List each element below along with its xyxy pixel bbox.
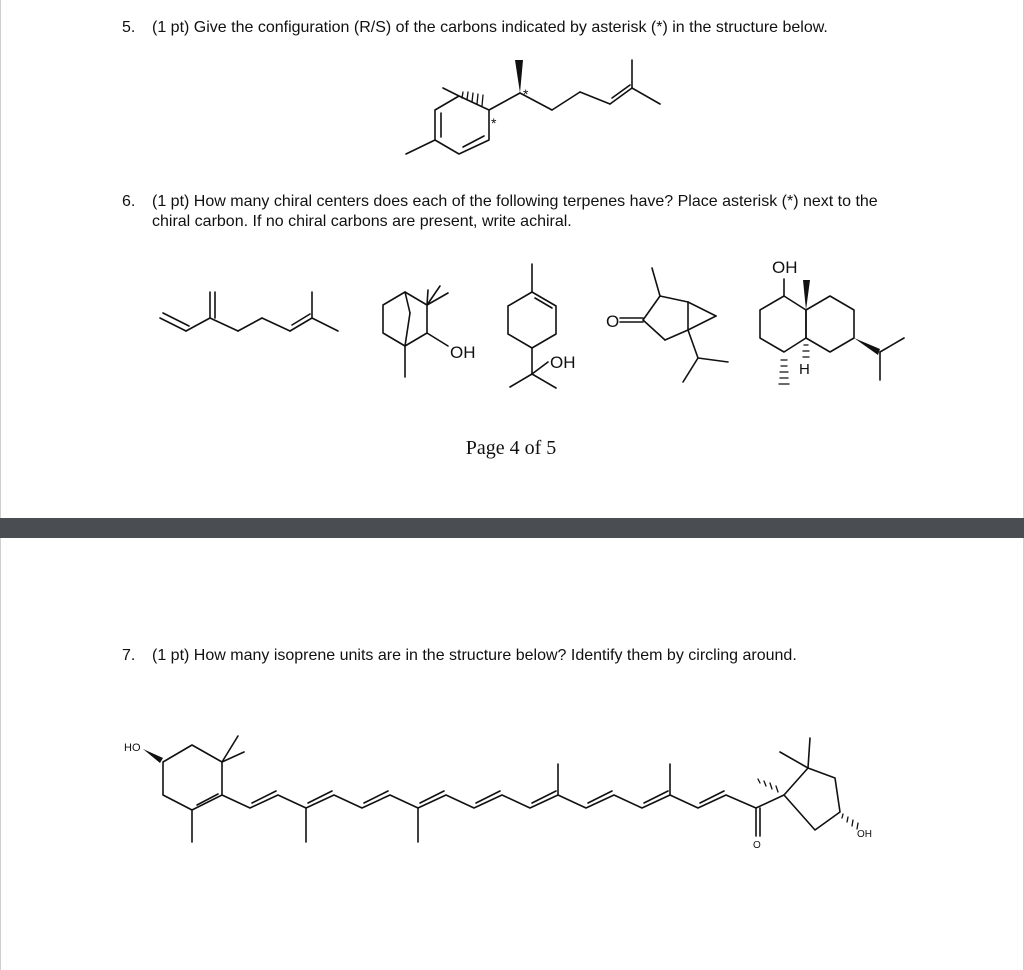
hydrogen-label: H (799, 361, 810, 378)
hydroxyl-label: HO (124, 742, 141, 754)
question-text-line-1: (1 pt) How many chiral centers does each of the following terpenes have? Place asterisk (*) next to the (152, 193, 878, 210)
hydroxyl-label: OH (857, 829, 872, 840)
question-number: 5. (122, 19, 136, 36)
hydroxyl-label: OH (772, 258, 798, 277)
question-number: 6. (122, 193, 136, 210)
hashed-bond (758, 779, 778, 792)
chiral-asterisk: * (491, 115, 497, 131)
question-text: (1 pt) How many isoprene units are in the structure below? Identify them by circling around. (152, 647, 797, 664)
hydroxyl-label: OH (550, 353, 576, 372)
carbonyl-oxygen-label: O (606, 312, 620, 331)
question-text-line-2: chiral carbon. If no chiral carbons are present, write achiral. (152, 213, 572, 230)
carbonyl-oxygen-label: O (753, 840, 761, 851)
hashed-bond (842, 814, 858, 829)
question-text: (1 pt) Give the configuration (R/S) of the carbons indicated by asterisk (*) in the structure below. (152, 19, 828, 36)
question-number: 7. (122, 647, 136, 664)
chiral-asterisk: * (523, 86, 529, 102)
wedge-bond (143, 749, 163, 763)
page-number: Page 4 of 5 (465, 437, 557, 459)
hydroxyl-label: OH (450, 343, 476, 362)
